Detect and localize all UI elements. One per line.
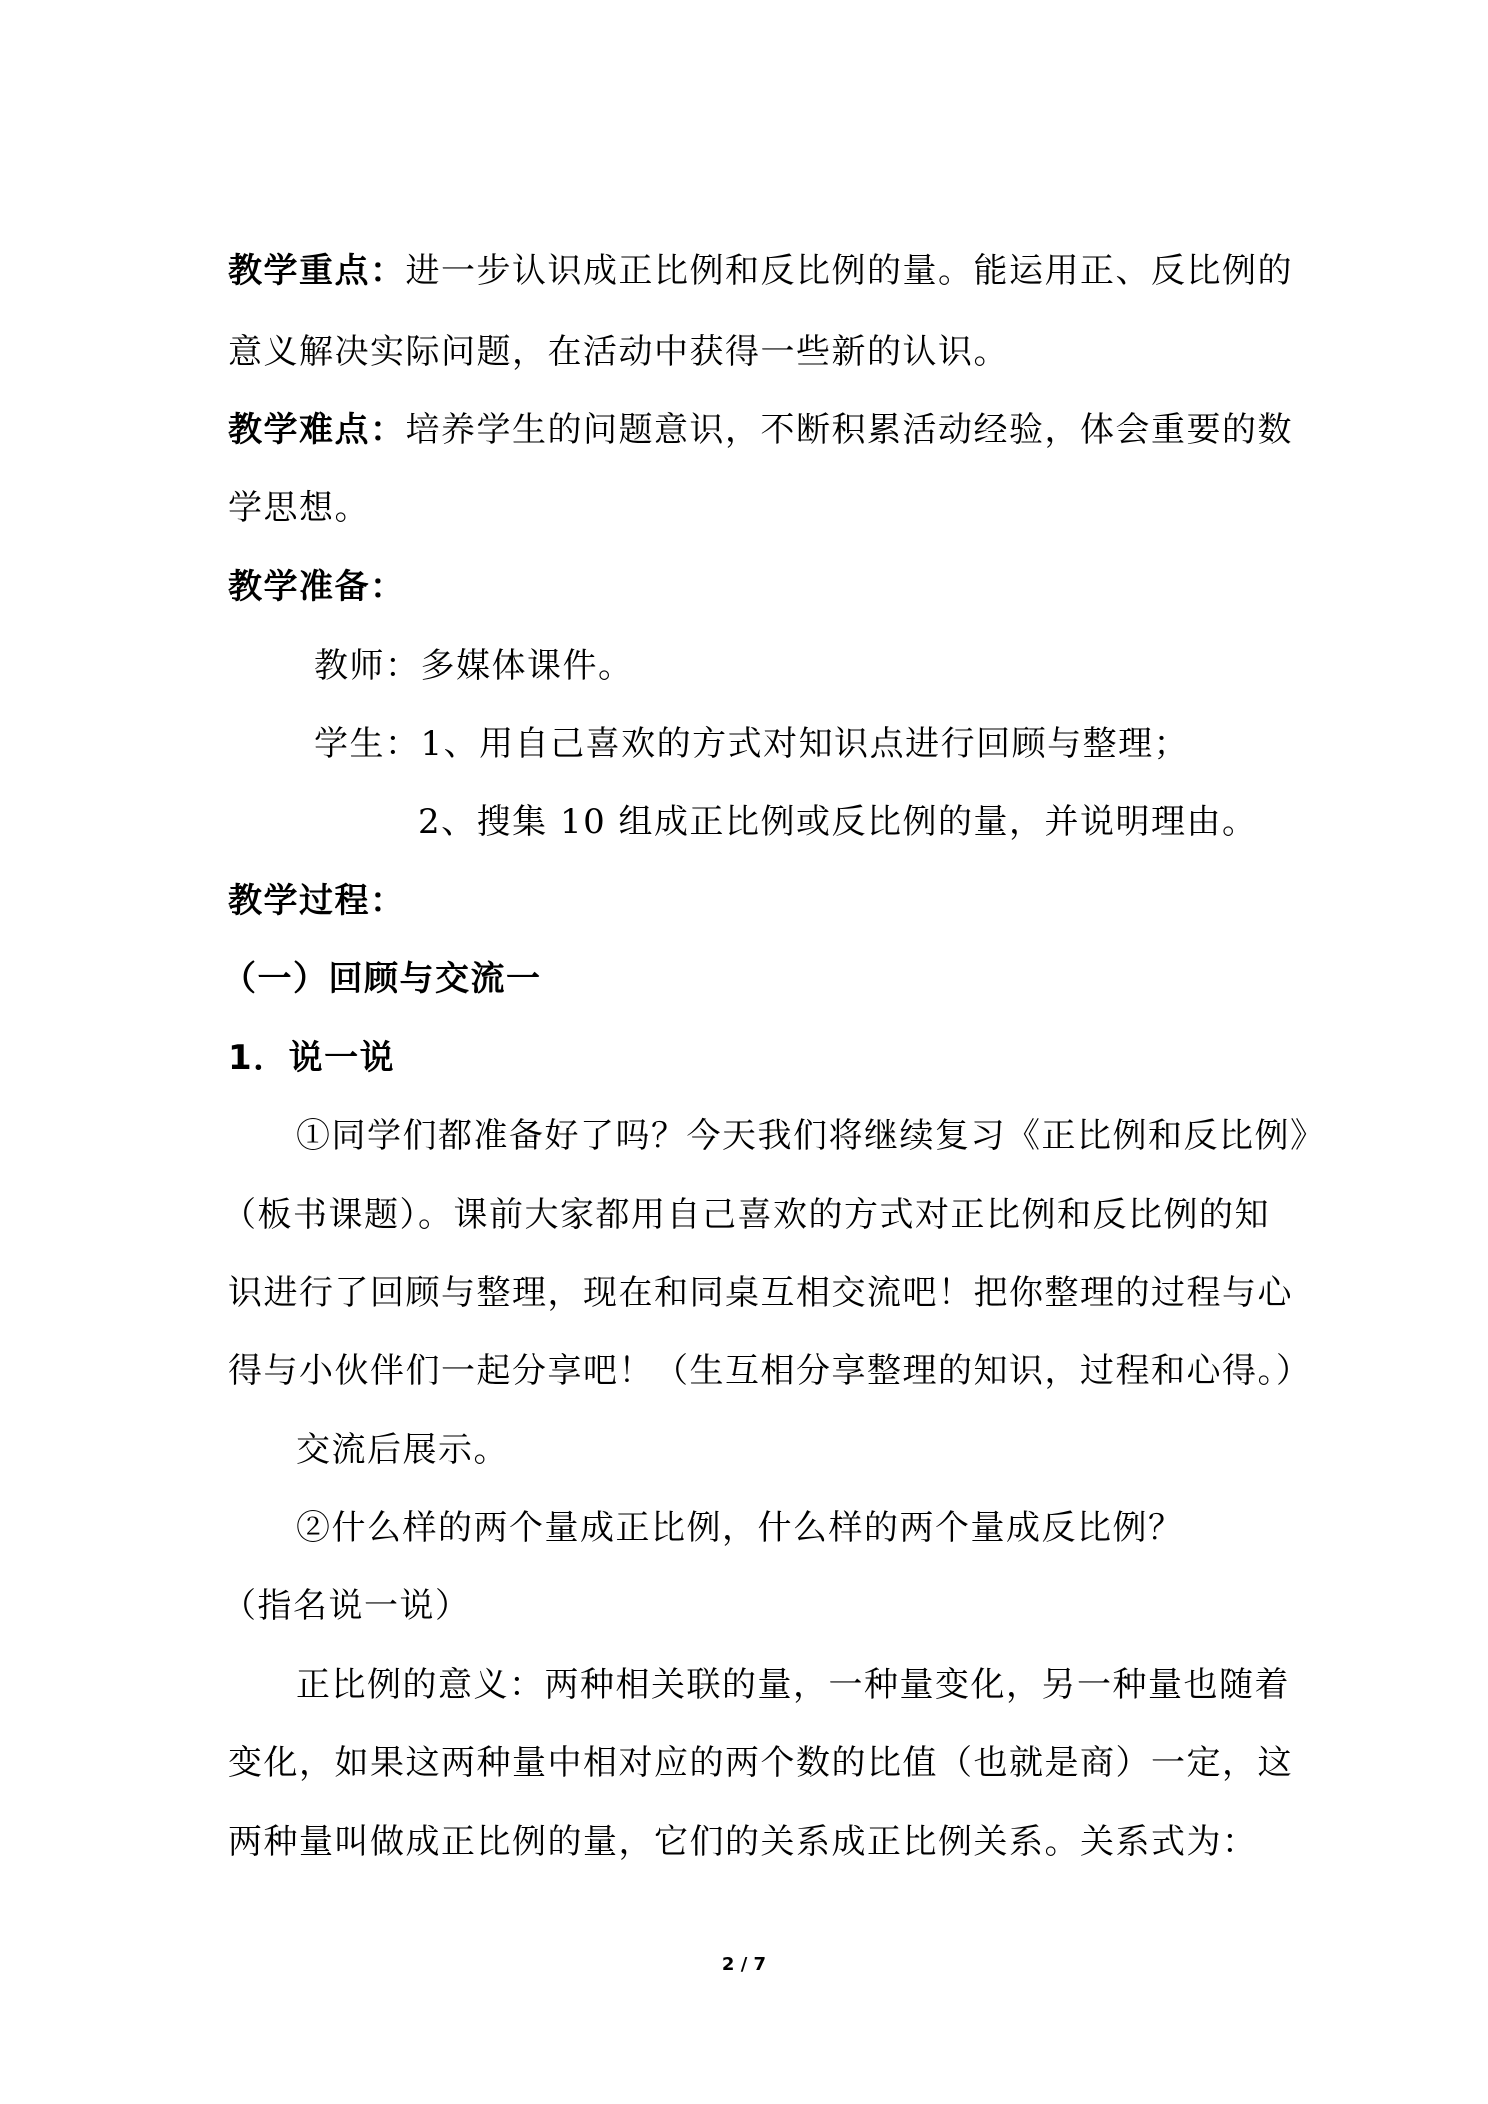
teaching-focus-label: 教学重点： [228,251,406,291]
student-preparation-2: 2、搜集 10 组成正比例或反比例的量，并说明理由。 [418,802,1258,842]
teaching-focus-text-1: 进一步认识成正比例和反比例的量。能运用正、反比例的 [405,251,1293,291]
item-heading-say: 1．说一说 [228,1038,396,1078]
paragraph-2: 交流后展示。 [296,1430,509,1470]
teaching-process-label: 教学过程： [228,881,406,921]
teaching-preparation-label: 教学准备： [228,567,406,607]
paragraph-3-line-1: ②什么样的两个量成正比例，什么样的两个量成反比例？ [296,1508,1184,1548]
paragraph-4-line-2: 变化，如果这两种量中相对应的两个数的比值（也就是商）一定，这 [228,1743,1293,1783]
paragraph-1-line-3: 识进行了回顾与整理，现在和同桌互相交流吧！把你整理的过程与心 [228,1273,1293,1313]
teaching-focus-line-1 [228,251,1293,291]
paragraph-4-line-3: 两种量叫做成正比例的量，它们的关系成正比例关系。关系式为： [228,1822,1258,1862]
paragraph-1-line-2: （板书课题）。课前大家都用自己喜欢的方式对正比例和反比例的知 [222,1195,1270,1235]
paragraph-1-line-1: ①同学们都准备好了吗？今天我们将继续复习《正比例和反比例》 [296,1116,1326,1156]
page-number: 2 / 7 [721,1954,767,1975]
paragraph-1-line-4: 得与小伙伴们一起分享吧！（生互相分享整理的知识，过程和心得。） [228,1351,1312,1391]
teacher-preparation: 教师：多媒体课件。 [314,646,634,686]
student-preparation-1: 学生：1、用自己喜欢的方式对知识点进行回顾与整理； [314,724,1190,764]
teaching-difficulty-label: 教学难点： [228,410,406,450]
teaching-difficulty-line-1 [228,410,1293,450]
teaching-difficulty-line-2: 学思想。 [228,488,370,528]
paragraph-3-line-2: （指名说一说） [222,1586,471,1626]
paragraph-4-line-1: 正比例的意义：两种相关联的量，一种量变化，另一种量也随着 [296,1665,1290,1705]
teaching-difficulty-text-1: 培养学生的问题意识，不断积累活动经验，体会重要的数 [405,410,1293,450]
teaching-focus-line-2: 意义解决实际问题，在活动中获得一些新的认识。 [228,332,1009,372]
section-heading-review-exchange: （一）回顾与交流一 [222,959,542,999]
